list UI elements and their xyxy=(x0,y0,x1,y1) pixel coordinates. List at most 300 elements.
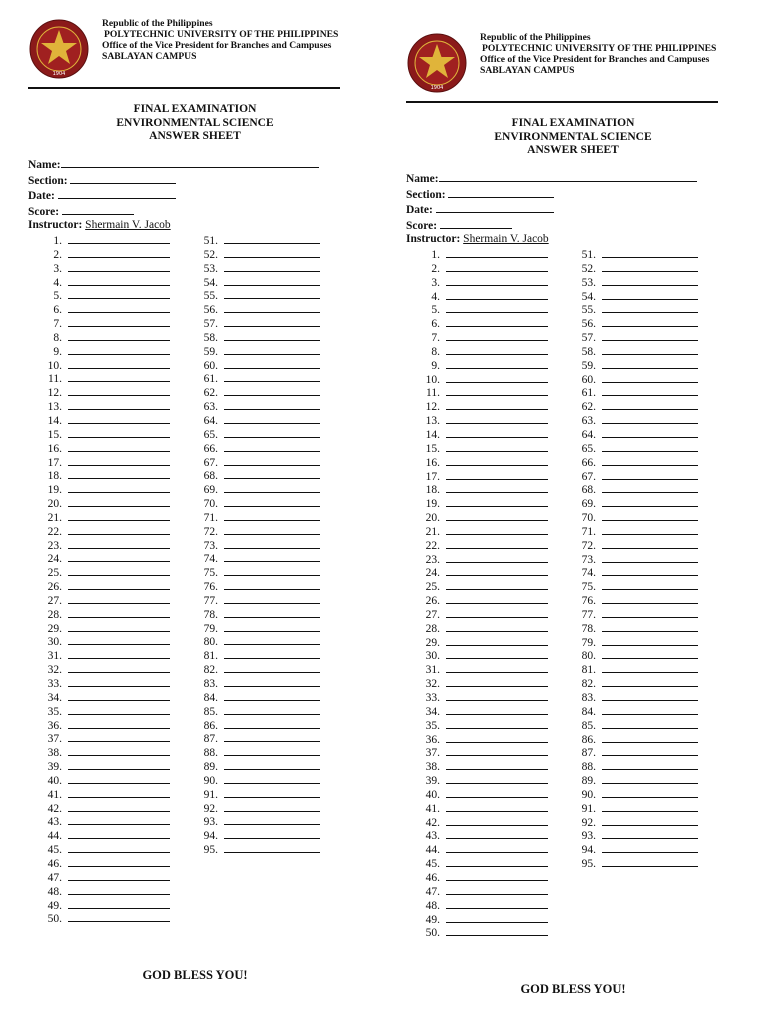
answer-blank[interactable] xyxy=(446,829,548,839)
answer-blank[interactable] xyxy=(224,262,320,272)
answer-item xyxy=(32,345,170,359)
answer-blank[interactable] xyxy=(602,428,698,438)
answer-blank[interactable] xyxy=(68,719,170,729)
answer-blank[interactable] xyxy=(68,525,170,535)
date-field[interactable] xyxy=(58,188,176,199)
answer-blank[interactable] xyxy=(602,525,698,535)
answer-blank[interactable] xyxy=(602,414,698,424)
answer-item xyxy=(188,511,320,525)
item-number: 79. xyxy=(581,636,596,649)
answer-blank[interactable] xyxy=(602,802,698,812)
answer-blank[interactable] xyxy=(446,663,548,673)
item-number: 31. xyxy=(47,650,62,663)
answer-blank[interactable] xyxy=(68,511,170,521)
item-number: 1. xyxy=(431,249,440,261)
score-field[interactable] xyxy=(62,204,134,215)
answer-blank[interactable] xyxy=(68,774,170,784)
item-number: 64. xyxy=(581,428,596,441)
answer-blank[interactable] xyxy=(602,497,698,507)
header-text xyxy=(102,18,392,62)
answer-blank[interactable] xyxy=(68,262,170,272)
answer-blank[interactable] xyxy=(602,539,698,549)
answer-blank[interactable] xyxy=(68,746,170,756)
answer-item xyxy=(566,677,698,691)
answer-blank[interactable] xyxy=(446,317,548,327)
answer-blank[interactable] xyxy=(224,483,320,493)
answer-blank[interactable] xyxy=(68,428,170,438)
item-number: 18. xyxy=(47,470,62,483)
answer-item xyxy=(32,829,170,843)
answer-blank[interactable] xyxy=(224,456,320,466)
answer-blank[interactable] xyxy=(68,912,170,922)
item-number: 63. xyxy=(581,415,596,428)
answer-blank[interactable] xyxy=(224,525,320,535)
answer-blank[interactable] xyxy=(224,746,320,756)
answer-blank[interactable] xyxy=(68,359,170,369)
answer-blank[interactable] xyxy=(68,442,170,452)
answer-blank[interactable] xyxy=(602,262,698,272)
answer-blank[interactable] xyxy=(602,677,698,687)
answer-blank[interactable] xyxy=(224,622,320,632)
answer-blank[interactable] xyxy=(602,829,698,839)
answer-blank[interactable] xyxy=(68,857,170,867)
item-number: 83. xyxy=(581,692,596,704)
answer-item xyxy=(566,760,698,774)
item-number: 54. xyxy=(203,276,218,289)
date-field[interactable] xyxy=(436,202,554,213)
answer-blank[interactable] xyxy=(224,331,320,341)
answer-blank[interactable] xyxy=(68,635,170,645)
answer-blank[interactable] xyxy=(224,843,320,853)
item-number: 94. xyxy=(203,830,218,843)
answer-blank[interactable] xyxy=(602,442,698,452)
answer-item xyxy=(32,788,170,802)
answer-blank[interactable] xyxy=(446,400,548,410)
item-number: 15. xyxy=(425,442,440,455)
answer-blank[interactable] xyxy=(68,802,170,812)
item-number: 92. xyxy=(203,802,218,815)
answer-blank[interactable] xyxy=(446,926,548,936)
item-number: 71. xyxy=(203,511,218,524)
score-field[interactable] xyxy=(440,218,512,229)
answer-item xyxy=(410,746,548,760)
answer-item xyxy=(566,691,698,705)
item-number: 62. xyxy=(581,401,596,414)
answer-item xyxy=(566,816,698,830)
answer-item xyxy=(188,774,320,788)
answer-blank[interactable] xyxy=(224,372,320,382)
answer-blank[interactable] xyxy=(68,885,170,895)
answer-blank[interactable] xyxy=(446,470,548,480)
answer-item xyxy=(32,719,170,733)
answer-blank[interactable] xyxy=(602,470,698,480)
answer-blank[interactable] xyxy=(446,386,548,396)
answer-blank[interactable] xyxy=(224,386,320,396)
name-field[interactable] xyxy=(61,157,319,168)
answer-item xyxy=(32,552,170,566)
answer-item xyxy=(32,248,170,262)
answer-blank[interactable] xyxy=(446,816,548,826)
answer-item xyxy=(410,885,548,899)
item-number: 3. xyxy=(53,262,62,275)
answer-blank[interactable] xyxy=(446,649,548,659)
answer-blank[interactable] xyxy=(446,760,548,770)
answer-blank[interactable] xyxy=(446,580,548,590)
answer-blank[interactable] xyxy=(446,802,548,812)
answer-blank[interactable] xyxy=(224,635,320,645)
answer-blank[interactable] xyxy=(446,539,548,549)
answer-blank[interactable] xyxy=(602,566,698,576)
answer-blank[interactable] xyxy=(446,788,548,798)
answer-blank[interactable] xyxy=(68,276,170,286)
answer-item xyxy=(566,594,698,608)
answer-blank[interactable] xyxy=(446,843,548,853)
answer-item xyxy=(566,359,698,373)
answer-blank[interactable] xyxy=(602,816,698,826)
answer-item xyxy=(410,276,548,290)
answer-blank[interactable] xyxy=(602,857,698,867)
answer-blank[interactable] xyxy=(68,691,170,701)
answer-item xyxy=(188,483,320,497)
answer-item xyxy=(410,594,548,608)
item-number: 50. xyxy=(425,927,440,940)
answer-blank[interactable] xyxy=(602,373,698,383)
answer-blank[interactable] xyxy=(224,276,320,286)
answer-blank[interactable] xyxy=(68,594,170,604)
answer-blank[interactable] xyxy=(446,622,548,632)
answer-blank[interactable] xyxy=(446,594,548,604)
answer-blank[interactable] xyxy=(224,345,320,355)
answer-item xyxy=(32,635,170,649)
section-field[interactable] xyxy=(448,187,554,198)
item-number: 71. xyxy=(581,525,596,538)
answer-blank[interactable] xyxy=(446,746,548,756)
answer-blank[interactable] xyxy=(446,774,548,784)
answer-blank[interactable] xyxy=(602,649,698,659)
answer-blank[interactable] xyxy=(446,913,548,923)
answer-blank[interactable] xyxy=(224,760,320,770)
answer-item xyxy=(566,317,698,331)
answer-item xyxy=(566,636,698,650)
answer-blank[interactable] xyxy=(224,552,320,562)
republic-line: Republic of the Philippines xyxy=(480,32,591,43)
answer-blank[interactable] xyxy=(446,525,548,535)
answer-blank[interactable] xyxy=(446,303,548,313)
answer-blank[interactable] xyxy=(224,414,320,424)
answer-item xyxy=(566,788,698,802)
item-number: 72. xyxy=(581,539,596,552)
answer-blank[interactable] xyxy=(446,359,548,369)
answer-blank[interactable] xyxy=(446,705,548,715)
score-label: Score: xyxy=(406,219,438,232)
answer-item xyxy=(32,899,170,913)
answer-blank[interactable] xyxy=(224,815,320,825)
answer-blank[interactable] xyxy=(602,317,698,327)
answer-blank[interactable] xyxy=(602,553,698,563)
answer-item xyxy=(410,636,548,650)
item-number: 59. xyxy=(581,359,596,372)
answer-blank[interactable] xyxy=(602,663,698,673)
answer-blank[interactable] xyxy=(446,608,548,618)
item-number: 7. xyxy=(431,332,440,345)
answer-blank[interactable] xyxy=(602,456,698,466)
answer-blank[interactable] xyxy=(446,442,548,452)
answer-blank[interactable] xyxy=(224,442,320,452)
answer-blank[interactable] xyxy=(446,414,548,424)
answer-item xyxy=(32,802,170,816)
answer-blank[interactable] xyxy=(446,345,548,355)
answer-blank[interactable] xyxy=(446,553,548,563)
answer-blank[interactable] xyxy=(602,622,698,632)
item-number: 2. xyxy=(431,262,440,275)
answer-blank[interactable] xyxy=(68,663,170,673)
item-number: 24. xyxy=(47,553,62,566)
item-number: 52. xyxy=(581,262,596,275)
item-number: 6. xyxy=(53,304,62,317)
answer-blank[interactable] xyxy=(68,497,170,507)
answer-item xyxy=(410,511,548,525)
name-field[interactable] xyxy=(439,171,697,182)
answer-blank[interactable] xyxy=(224,303,320,313)
answer-item xyxy=(32,442,170,456)
section-field[interactable] xyxy=(70,173,176,184)
answer-blank[interactable] xyxy=(602,511,698,521)
answer-blank[interactable] xyxy=(68,705,170,715)
answer-blank[interactable] xyxy=(68,317,170,327)
answer-item xyxy=(410,539,548,553)
answer-blank[interactable] xyxy=(224,359,320,369)
item-number: 33. xyxy=(47,678,62,690)
item-number: 74. xyxy=(581,567,596,580)
answer-blank[interactable] xyxy=(446,331,548,341)
answer-blank[interactable] xyxy=(602,345,698,355)
answer-blank[interactable] xyxy=(68,608,170,618)
answer-blank[interactable] xyxy=(68,414,170,424)
answer-blank[interactable] xyxy=(68,871,170,881)
svg-text:1904: 1904 xyxy=(430,85,444,91)
answer-blank[interactable] xyxy=(446,276,548,286)
answer-blank[interactable] xyxy=(602,760,698,770)
answer-blank[interactable] xyxy=(446,566,548,576)
answer-blank[interactable] xyxy=(224,511,320,521)
answer-item xyxy=(188,746,320,760)
answer-blank[interactable] xyxy=(446,677,548,687)
answer-blank[interactable] xyxy=(446,262,548,272)
answer-blank[interactable] xyxy=(68,248,170,258)
answer-blank[interactable] xyxy=(224,469,320,479)
answer-blank[interactable] xyxy=(602,483,698,493)
answer-blank[interactable] xyxy=(224,691,320,701)
answer-blank[interactable] xyxy=(68,400,170,410)
answer-blank[interactable] xyxy=(224,719,320,729)
answer-blank[interactable] xyxy=(446,511,548,521)
answer-blank[interactable] xyxy=(602,248,698,258)
answer-blank[interactable] xyxy=(602,691,698,701)
answer-blank[interactable] xyxy=(602,331,698,341)
answer-item xyxy=(32,400,170,414)
answer-blank[interactable] xyxy=(224,234,320,244)
answer-blank[interactable] xyxy=(602,733,698,743)
answer-blank[interactable] xyxy=(68,732,170,742)
answer-blank[interactable] xyxy=(602,400,698,410)
answer-blank[interactable] xyxy=(68,539,170,549)
answer-item xyxy=(566,622,698,636)
answer-item xyxy=(188,802,320,816)
answer-blank[interactable] xyxy=(602,290,698,300)
answer-blank[interactable] xyxy=(224,497,320,507)
answer-blank[interactable] xyxy=(602,303,698,313)
answer-blank[interactable] xyxy=(602,636,698,646)
answer-blank[interactable] xyxy=(602,746,698,756)
answer-item xyxy=(188,331,320,345)
answer-blank[interactable] xyxy=(68,760,170,770)
answer-blank[interactable] xyxy=(602,359,698,369)
answer-blank[interactable] xyxy=(602,774,698,784)
answer-item xyxy=(566,442,698,456)
answer-blank[interactable] xyxy=(602,719,698,729)
answer-item xyxy=(410,899,548,913)
answer-blank[interactable] xyxy=(68,677,170,687)
answer-blank[interactable] xyxy=(224,677,320,687)
answer-item xyxy=(410,525,548,539)
answer-blank[interactable] xyxy=(68,372,170,382)
svg-text:1904: 1904 xyxy=(52,71,66,77)
answer-blank[interactable] xyxy=(68,899,170,909)
answer-item xyxy=(188,317,320,331)
answer-item xyxy=(566,456,698,470)
answer-item xyxy=(410,816,548,830)
answer-blank[interactable] xyxy=(602,386,698,396)
answer-blank[interactable] xyxy=(224,663,320,673)
answer-blank[interactable] xyxy=(446,691,548,701)
answer-item xyxy=(188,289,320,303)
answer-blank[interactable] xyxy=(68,234,170,244)
header-rule xyxy=(28,87,340,89)
answer-blank[interactable] xyxy=(224,248,320,258)
answer-blank[interactable] xyxy=(68,580,170,590)
answer-blank[interactable] xyxy=(224,732,320,742)
answer-blank[interactable] xyxy=(446,899,548,909)
answer-blank[interactable] xyxy=(446,636,548,646)
answer-blank[interactable] xyxy=(224,566,320,576)
student-info xyxy=(28,157,319,233)
answer-blank[interactable] xyxy=(68,649,170,659)
campus-line: SABLAYAN CAMPUS xyxy=(102,51,197,62)
item-number: 47. xyxy=(47,871,62,884)
answer-item xyxy=(410,483,548,497)
answer-blank[interactable] xyxy=(68,622,170,632)
answer-blank[interactable] xyxy=(446,857,548,867)
answer-blank[interactable] xyxy=(68,469,170,479)
answer-item xyxy=(32,497,170,511)
answer-blank[interactable] xyxy=(224,317,320,327)
answer-blank[interactable] xyxy=(68,829,170,839)
answer-blank[interactable] xyxy=(68,303,170,313)
answer-blank[interactable] xyxy=(68,815,170,825)
answer-blank[interactable] xyxy=(224,428,320,438)
answer-blank[interactable] xyxy=(446,719,548,729)
item-number: 78. xyxy=(203,608,218,621)
answer-blank[interactable] xyxy=(224,539,320,549)
answer-blank[interactable] xyxy=(224,608,320,618)
answer-blank[interactable] xyxy=(602,580,698,590)
answer-blank[interactable] xyxy=(68,552,170,562)
answer-item xyxy=(566,774,698,788)
item-number: 2. xyxy=(53,248,62,261)
answer-item xyxy=(410,566,548,580)
answer-blank[interactable] xyxy=(68,289,170,299)
answer-blank[interactable] xyxy=(446,373,548,383)
header-text xyxy=(480,32,768,76)
item-number: 9. xyxy=(53,345,62,358)
item-number: 31. xyxy=(425,664,440,677)
item-number: 11. xyxy=(48,373,62,386)
answer-blank[interactable] xyxy=(446,871,548,881)
answer-item xyxy=(188,705,320,719)
answer-item xyxy=(188,414,320,428)
answer-blank[interactable] xyxy=(68,386,170,396)
answer-blank[interactable] xyxy=(68,456,170,466)
answer-blank[interactable] xyxy=(224,788,320,798)
answer-blank[interactable] xyxy=(602,843,698,853)
answer-blank[interactable] xyxy=(68,331,170,341)
answer-item xyxy=(410,622,548,636)
answer-blank[interactable] xyxy=(68,566,170,576)
answer-blank[interactable] xyxy=(224,580,320,590)
answer-item xyxy=(32,317,170,331)
answer-blank[interactable] xyxy=(224,400,320,410)
item-number: 65. xyxy=(581,442,596,455)
answer-blank[interactable] xyxy=(224,802,320,812)
answer-blank[interactable] xyxy=(602,276,698,286)
answer-blank[interactable] xyxy=(224,289,320,299)
answer-item xyxy=(410,345,548,359)
answer-blank[interactable] xyxy=(446,497,548,507)
answer-item xyxy=(32,622,170,636)
answer-item xyxy=(32,386,170,400)
answer-blank[interactable] xyxy=(602,608,698,618)
answer-blank[interactable] xyxy=(68,843,170,853)
answer-blank[interactable] xyxy=(224,705,320,715)
item-number: 66. xyxy=(581,456,596,469)
answer-blank[interactable] xyxy=(68,788,170,798)
item-number: 5. xyxy=(53,290,62,303)
answer-blank[interactable] xyxy=(446,483,548,493)
answer-blank[interactable] xyxy=(224,829,320,839)
answer-blank[interactable] xyxy=(602,705,698,715)
answer-blank[interactable] xyxy=(224,594,320,604)
answer-item xyxy=(32,262,170,276)
item-number: 24. xyxy=(425,567,440,580)
answer-blank[interactable] xyxy=(68,483,170,493)
answer-blank[interactable] xyxy=(602,594,698,604)
item-number: 88. xyxy=(581,761,596,774)
answer-blank[interactable] xyxy=(446,885,548,895)
item-number: 89. xyxy=(203,761,218,774)
item-number: 61. xyxy=(581,387,596,400)
answer-blank[interactable] xyxy=(446,456,548,466)
answer-blank[interactable] xyxy=(446,290,548,300)
answer-blank[interactable] xyxy=(224,649,320,659)
answer-blank[interactable] xyxy=(446,428,548,438)
answer-blank[interactable] xyxy=(446,248,548,258)
answer-blank[interactable] xyxy=(68,345,170,355)
answer-item xyxy=(566,719,698,733)
answer-blank[interactable] xyxy=(446,733,548,743)
answer-blank[interactable] xyxy=(224,774,320,784)
answer-blank[interactable] xyxy=(602,788,698,798)
item-number: 26. xyxy=(425,595,440,608)
